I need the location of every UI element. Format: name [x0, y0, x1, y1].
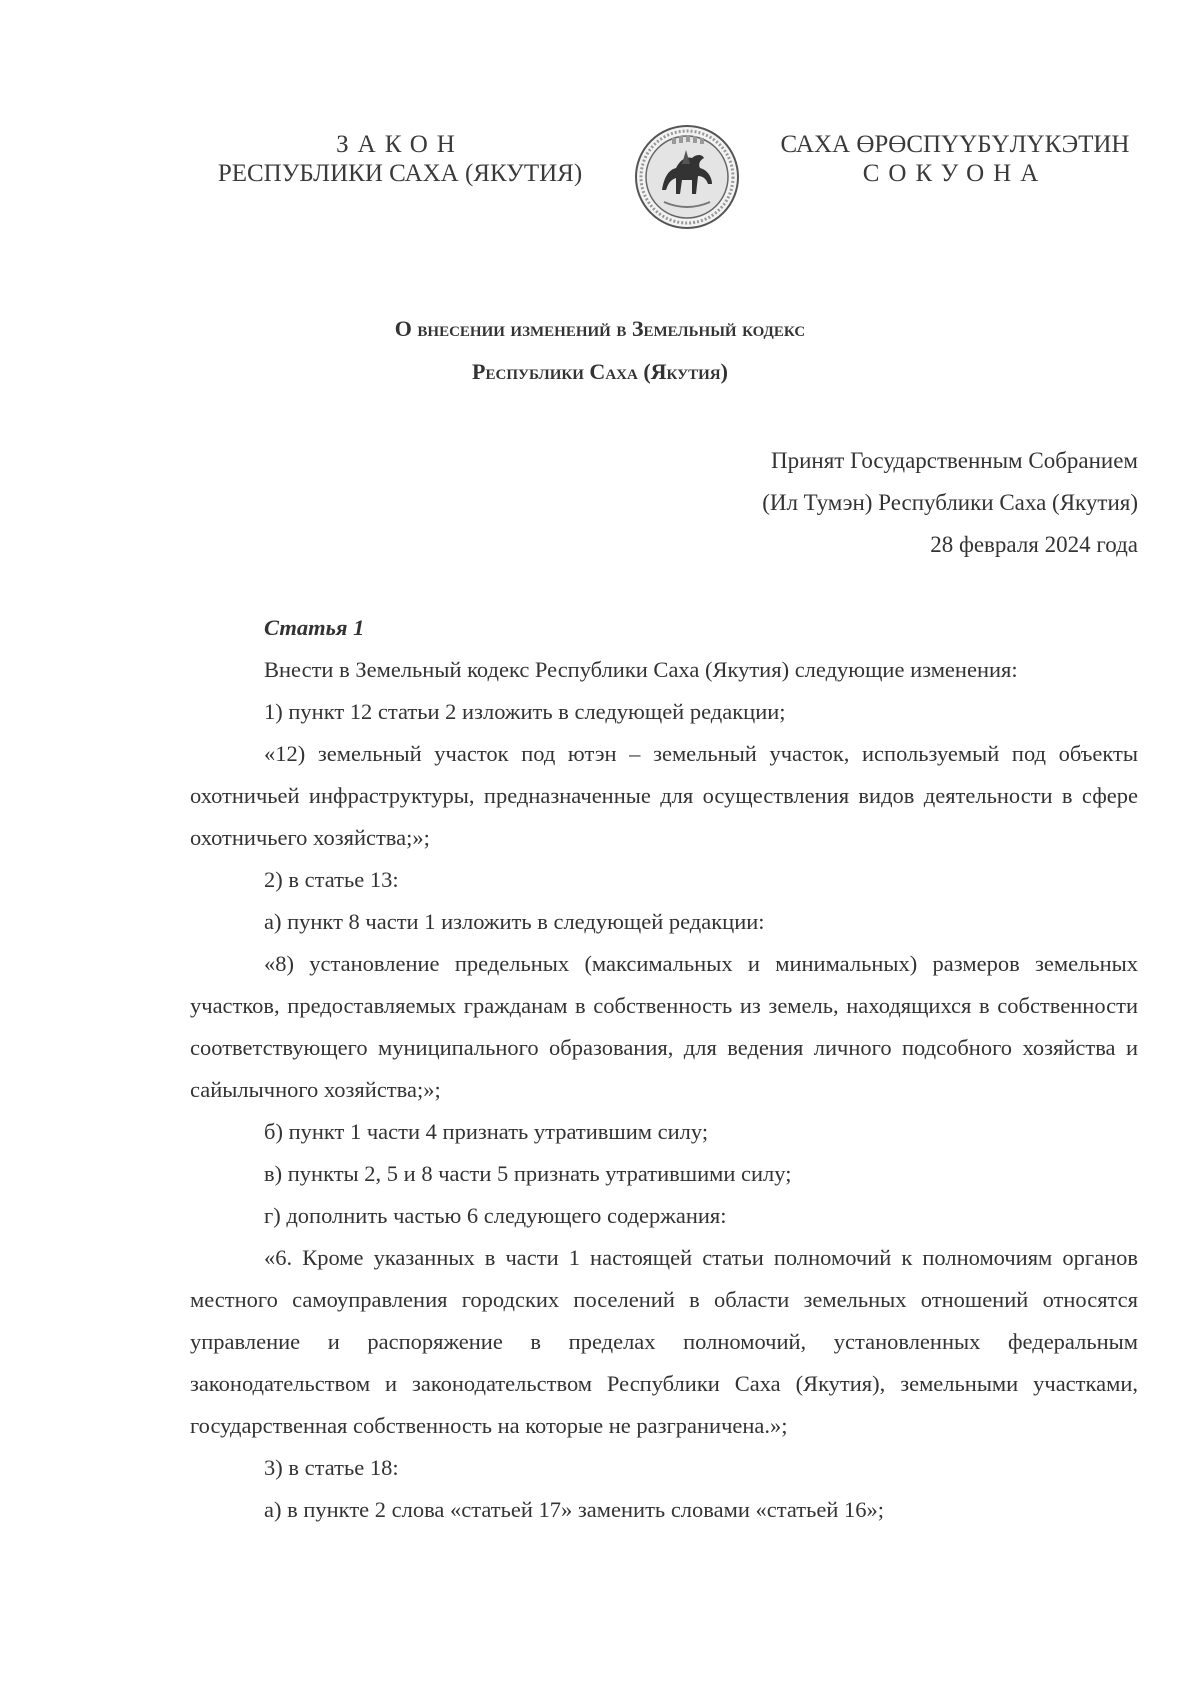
- article-paragraph: 3) в статье 18:: [264, 1455, 399, 1480]
- header-right-line1: САХА ӨРӨСПҮҮБҮЛҮКЭТИН: [780, 131, 1130, 158]
- article-paragraph: а) в пункте 2 слова «статьей 17» заменить словами «статьей 16»;: [264, 1497, 884, 1522]
- header-left-line1: ЗАКОН: [336, 131, 464, 158]
- adoption-line1: Принят Государственным Собранием: [770, 448, 1138, 473]
- article-body: [190, 607, 1138, 1531]
- header-left: [205, 130, 595, 188]
- article-paragraph: 1) пункт 12 статьи 2 изложить в следующей редакции;: [264, 699, 786, 724]
- header-right: [770, 130, 1140, 188]
- article-paragraph: 2) в статье 13:: [264, 867, 399, 892]
- article-paragraph: «8) установление предельных (максимальных и минимальных) размеров земельных участков, предоставляемых гражданам в собственность из земель, находящихся в собственности соответствующего муниципального образования, для ведения личного подсобного хозяйства и сайылычного хозяйства;»;: [190, 951, 1138, 1102]
- adoption-block: [762, 440, 1138, 566]
- article-title: Статья 1: [264, 615, 365, 640]
- article-paragraph: «12) земельный участок под ютэн – земельный участок, используемый под объекты охотничьей инфраструктуры, предназначенные для осуществления видов деятельности в сфере охотничьего хозяйства;»;: [190, 741, 1138, 850]
- article-paragraph: «6. Кроме указанных в части 1 настоящей статьи полномочий к полномочиям органов местного самоуправления городских поселений в области земельных отношений относятся управление и распоряжение в пределах полномочий, установленных федеральным законодательством и законодательством Республики Саха (Якутия), земельными участками, государственная собственность на которые не разграничена.»;: [190, 1245, 1138, 1438]
- article-paragraph: Внести в Земельный кодекс Республики Саха (Якутия) следующие изменения:: [264, 657, 1018, 682]
- header-left-line2: РЕСПУБЛИКИ САХА (ЯКУТИЯ): [217, 160, 583, 187]
- adoption-line2: (Ил Тумэн) Республики Саха (Якутия): [762, 490, 1138, 515]
- article-paragraph: в) пункты 2, 5 и 8 части 5 признать утратившими силу;: [264, 1161, 792, 1186]
- adoption-date: 28 февраля 2024 года: [930, 532, 1138, 557]
- article-paragraph: б) пункт 1 части 4 признать утратившим силу;: [264, 1119, 709, 1144]
- header-right-line2: СОКУОНА: [862, 160, 1048, 187]
- article-paragraph: а) пункт 8 части 1 изложить в следующей редакции:: [264, 909, 765, 934]
- document-title-line1: О внесении изменений в Земельный кодекс: [394, 316, 806, 341]
- coat-of-arms-emblem-icon: [634, 124, 740, 230]
- document-title-line2: Республики Саха (Якутия): [472, 359, 728, 384]
- article-paragraph: г) дополнить частью 6 следующего содержания:: [264, 1203, 727, 1228]
